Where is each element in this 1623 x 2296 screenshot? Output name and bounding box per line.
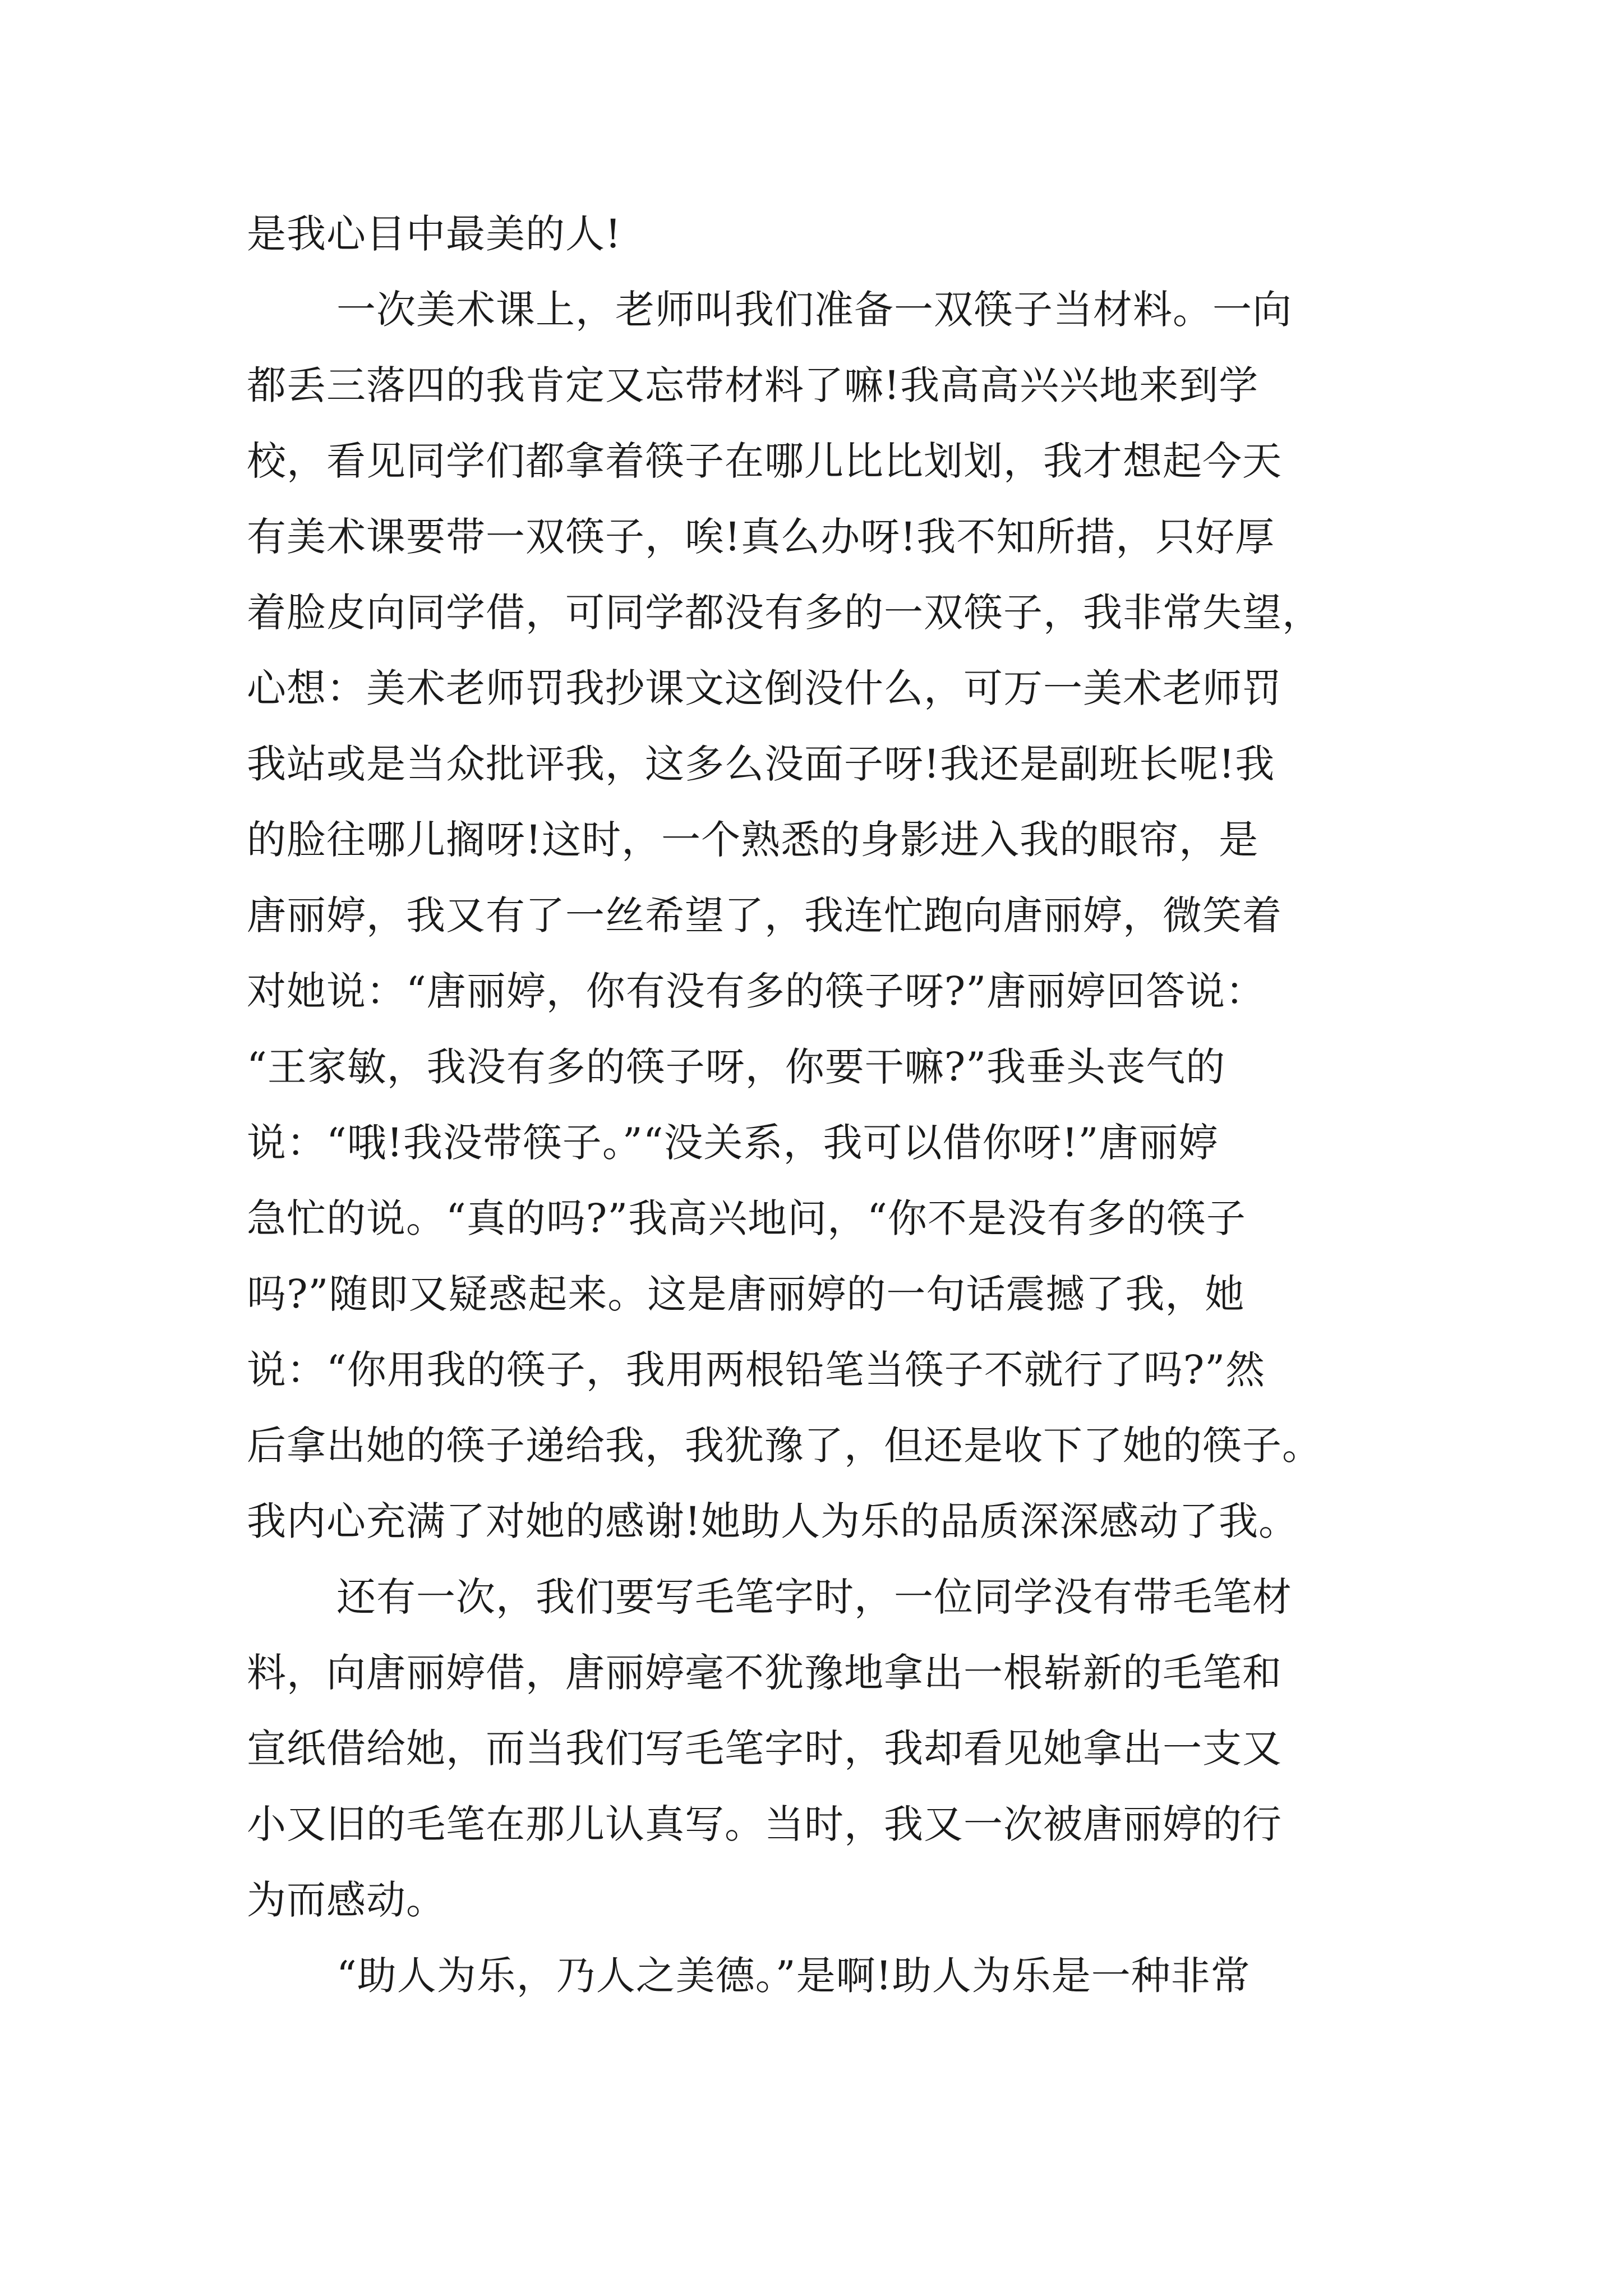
text-line: 都丢三落四的我肯定又忘带材料了嘛!我高高兴兴地来到学 [247,362,1259,408]
text-line: 唐丽婷，我又有了一丝希望了，我连忙跑向唐丽婷，微笑着 [247,892,1282,938]
text-line: 小又旧的毛笔在那儿认真写。当时，我又一次被唐丽婷的行 [247,1801,1282,1847]
text-line: 说：“哦!我没带筷子。”“没关系，我可以借你呀!”唐丽婷 [247,1120,1219,1166]
text-line: 一次美术课上，老师叫我们准备一双筷子当材料。一向 [336,287,1292,333]
text-line: 宣纸借给她，而当我们写毛笔字时，我却看见她拿出一支又 [247,1726,1282,1772]
text-line: 校，看见同学们都拿着筷子在哪儿比比划划，我才想起今天 [247,438,1282,484]
text-line: 着脸皮向同学借，可同学都没有多的一双筷子，我非常失望， [247,590,1322,636]
text-line: 的脸往哪儿搁呀!这时，一个熟悉的身影进入我的眼帘，是 [247,817,1259,863]
text-line: 急忙的说。“真的吗?”我高兴地问，“你不是没有多的筷子 [247,1195,1246,1241]
text-line: 为而感动。 [247,1877,446,1923]
text-line: “王家敏，我没有多的筷子呀，你要干嘛?”我垂头丧气的 [247,1044,1226,1090]
text-line: 吗?”随即又疑惑起来。这是唐丽婷的一句话震撼了我，她 [247,1271,1245,1317]
text-line: 后拿出她的筷子递给我，我犹豫了，但还是收下了她的筷子。 [247,1423,1322,1469]
essay-body [247,196,1396,2014]
text-line: 心想：美术老师罚我抄课文这倒没什么，可万一美术老师罚 [247,665,1282,711]
text-line: 有美术课要带一双筷子，唉!真么办呀!我不知所措，只好厚 [247,514,1275,560]
text-line: 是我心目中最美的人! [247,211,622,257]
text-line: 我内心充满了对她的感谢!她助人为乐的品质深深感动了我。 [247,1498,1299,1544]
text-line: 还有一次，我们要写毛笔字时，一位同学没有带毛笔材 [336,1574,1292,1620]
text-line: “助人为乐，乃人之美德。”是啊!助人为乐是一种非常 [336,1953,1251,1999]
text-line: 对她说：“唐丽婷，你有没有多的筷子呀?”唐丽婷回答说： [247,968,1266,1014]
text-line: 说：“你用我的筷子，我用两根铅笔当筷子不就行了吗?”然 [247,1347,1266,1393]
text-line: 我站或是当众批评我，这多么没面子呀!我还是副班长呢!我 [247,741,1275,787]
text-line: 料，向唐丽婷借，唐丽婷毫不犹豫地拿出一根崭新的毛笔和 [247,1650,1282,1696]
